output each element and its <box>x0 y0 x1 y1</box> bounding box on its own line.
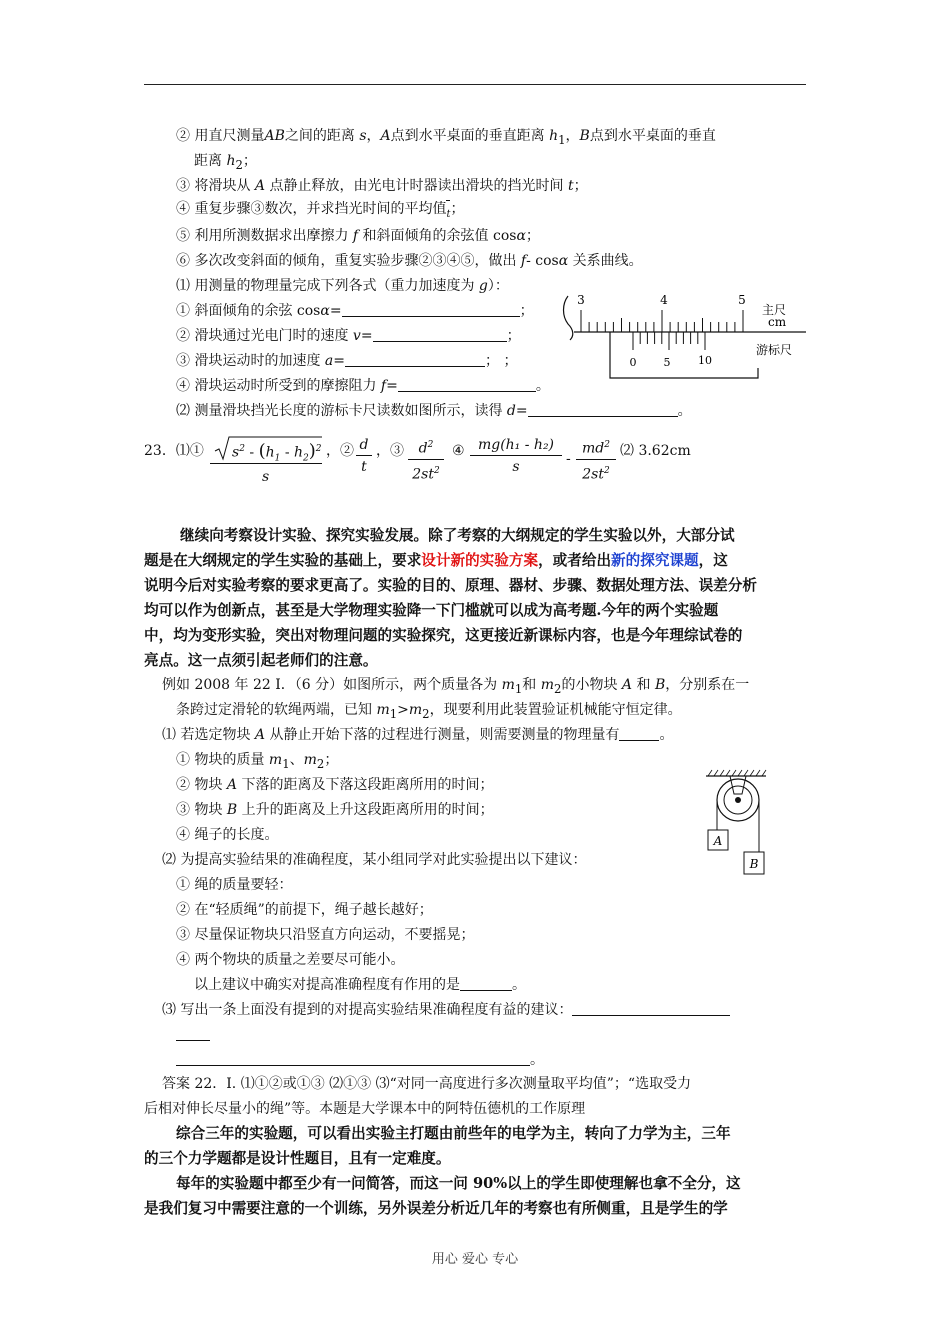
step-2-line2: 距离 $h_2$； <box>194 153 257 172</box>
example-line2: 条跨过定滑轮的软绳两端，已知 $m_1>m_2$，现要利用此装置验证机械能守恒定律。 <box>176 702 682 721</box>
pulley-figure <box>700 768 780 880</box>
summary-line4: 是我们复习中需要注意的一个训练，另外误差分析近几年的考察也有所侧重，且是学生的学 <box>144 1200 728 1217</box>
step-4: ④ 重复步骤③数次，并求挡光时间的平均值$_t$ ； <box>176 201 465 220</box>
commentary-line2: 题是在大纲规定的学生实验的基础上，要求设计新的实验方案，或者给出新的探究课题，这 <box>144 552 728 569</box>
option-2: ② 物块 A 下落的距离及下落这段距离所用的时间； <box>176 777 494 793</box>
example-line1: 例如 2008 年 22 Ⅰ．（6 分）如图所示，两个质量各为 $m_1$和 $m_2$的小物块 A 和 B，分别系在一 <box>162 677 750 696</box>
step-5: ⑤ 利用所测数据求出摩擦力 f 和斜面倾角的余弦值 cosα； <box>176 228 540 244</box>
question-1: ⑴ 用测量的物理量完成下列各式（重力加速度为 g）： <box>176 278 509 294</box>
vernier-tick-10: 10 <box>698 354 712 367</box>
option-4: ④ 绳子的长度。 <box>176 827 279 843</box>
step-6: ⑥ 多次改变斜面的倾角，重复实验步骤②③④⑤，做出 f- cosα 关系曲线。 <box>176 253 643 269</box>
commentary-line6: 亮点。这一点须引起老师们的注意。 <box>144 652 378 669</box>
block-a-label: A <box>713 834 723 848</box>
answer-22-line2: 后相对伸长尽量小的绳”等。本题是大学课本中的阿特伍德机的工作原理 <box>144 1101 586 1117</box>
example-q2: ⑵ 为提高实验结果的准确程度，某小组同学对此实验提出以下建议： <box>162 852 587 868</box>
main-scale-label: 主尺 <box>762 303 787 317</box>
main-scale-tick-5: 5 <box>738 293 746 307</box>
example-q1: ⑴ 若选定物块 A 从静止开始下落的过程进行测量，则需要测量的物理量有 。 <box>162 727 674 743</box>
vernier-tick-0: 0 <box>629 356 637 369</box>
option-3: ③ 物块 B 上升的距离及上升这段距离所用的时间； <box>176 802 494 818</box>
suggestion-question: 以上建议中确实对提高准确程度有作用的是 。 <box>194 977 526 993</box>
question-1-3: ③ 滑块运动时的加速度 a= ； ； <box>176 353 518 369</box>
example-q3: ⑶ 写出一条上面没有提到的对提高实验结果准确程度有益的建议： <box>162 1000 730 1020</box>
commentary-line5: 中，均为变形实验，突出对物理问题的实验探究，这更接近新课标内容，也是今年理综试卷的 <box>144 627 743 644</box>
question-1-2: ② 滑块通过光电门时的速度 v= ； <box>176 328 521 344</box>
vernier-tick-5: 5 <box>663 356 671 369</box>
option-1: ① 物块的质量 $m_1$、$m_2$； <box>176 752 339 771</box>
question-1-4: ④ 滑块运动时所受到的摩擦阻力 f= 。 <box>176 378 550 394</box>
summary-line2: 的三个力学题都是设计性题目，且有一定难度。 <box>144 1150 451 1167</box>
step-3: ③ 将滑块从 A 点静止释放，由光电计时器读出滑块的挡光时间 t； <box>176 178 588 194</box>
summary-line1: 综合三年的实验题，可以看出实验主打题由前些年的电学为主，转向了力学为主，三年 <box>176 1125 731 1142</box>
example-q3-answer-line1 <box>176 1025 210 1045</box>
commentary-line3: 说明今后对实验考察的要求更高了。实验的目的、原理、器材、步骤、数据处理方法、误差分析 <box>144 577 757 594</box>
suggestion-4: ④ 两个物块的质量之差要尽可能小。 <box>176 952 405 968</box>
example-q3-answer-line2: 。 <box>176 1050 544 1070</box>
suggestion-1: ① 绳的质量要轻： <box>176 877 293 893</box>
header-rule <box>144 84 806 85</box>
answer-23-formula: 23．⑴① $s^2 - (h_1 - h_2)^2$ s ，② $\frac{d}{t}$ ，③ $\frac{d^2}{2st^2}$ ④ $\frac{\text{mg(h₁ - h₂)}}{s}$ - $\frac{md^2}{2st^2}$ ⑵ 3.62cm <box>144 437 691 485</box>
commentary-line1: 继续向考察设计实验、探究实验发展。除了考察的大纲规定的学生实验以外，大部分试 <box>180 527 735 544</box>
block-b-label: B <box>749 857 759 871</box>
question-1-1: ① 斜面倾角的余弦 cosα= ； <box>176 303 534 319</box>
page-footer: 用心 爱心 专心 <box>431 1252 519 1267</box>
unit-label: cm <box>768 315 787 329</box>
main-scale-tick-3: 3 <box>577 293 585 307</box>
answer-22-line1: 答案 22．Ⅰ. ⑴①②或①③ ⑵①③ ⑶“对同一高度进行多次测量取平均值”；“选取受力 <box>162 1076 692 1092</box>
vernier-caliper-figure <box>560 288 810 384</box>
summary-line3: 每年的实验题中都至少有一问简答，而这一问 90%以上的学生即使理解也拿不全分，这 <box>176 1175 741 1192</box>
question-2: ⑵ 测量滑块挡光长度的游标卡尺读数如图所示，读得 d= 。 <box>176 403 692 419</box>
step-2-line1: ② 用直尺测量AB之间的距离 s，A点到水平桌面的垂直距离 $h_1$，B点到水平桌面的垂直 <box>176 128 716 147</box>
suggestion-3: ③ 尽量保证物块只沿竖直方向运动，不要摇晃； <box>176 927 475 943</box>
main-scale-tick-4: 4 <box>660 293 668 307</box>
vernier-scale-label: 游标尺 <box>756 343 793 357</box>
commentary-line4: 均可以作为创新点，甚至是大学物理实验降一下门槛就可以成为高考题.今年的两个实验题 <box>144 602 719 619</box>
suggestion-2: ② 在“轻质绳”的前提下，绳子越长越好； <box>176 902 433 918</box>
